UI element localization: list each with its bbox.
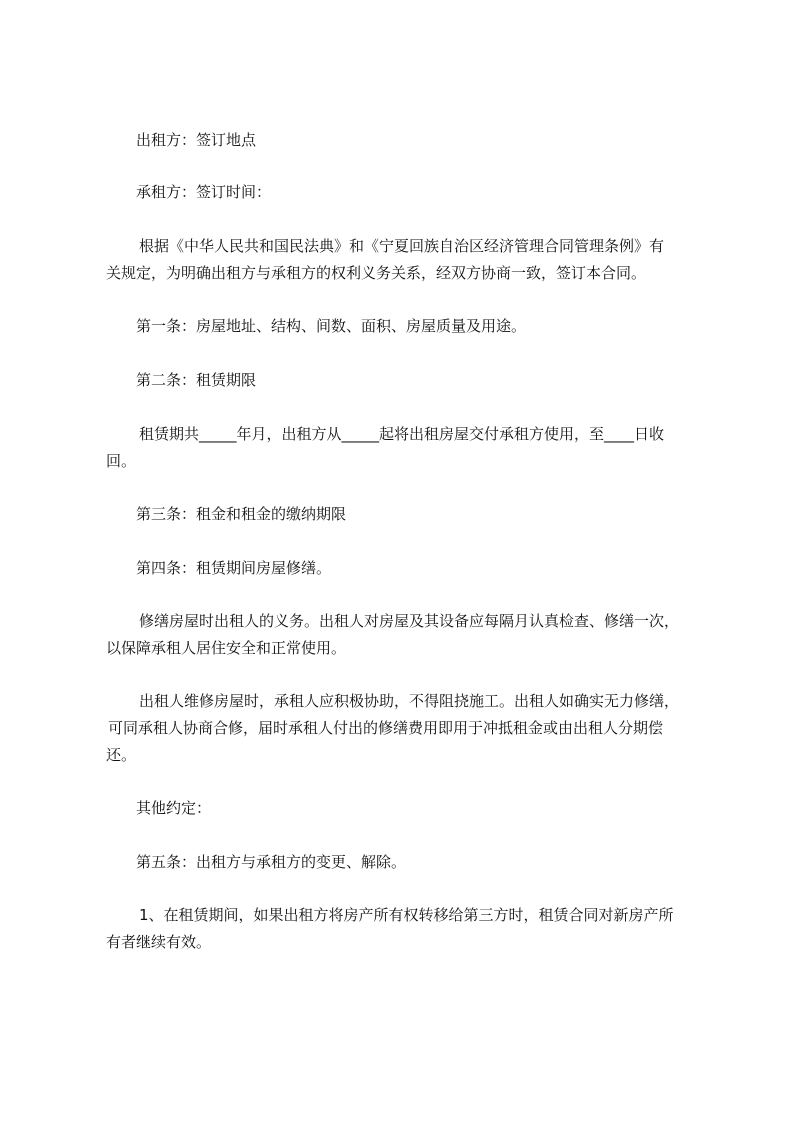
article-5 [106, 849, 714, 876]
lessor-text: 出租方：签订地点 [136, 131, 257, 149]
article-5-text: 第五条：出租方与承租方的变更、解除。 [136, 853, 407, 871]
lessee-line [106, 179, 714, 206]
clause-1 [106, 902, 714, 956]
article-2-text: 第二条：租赁期限 [136, 371, 257, 389]
article-2 [106, 367, 714, 394]
article-3 [106, 501, 714, 528]
article-3-text: 第三条：租金和租金的缴纳期限 [136, 505, 347, 523]
article-4 [106, 555, 714, 582]
article-4-text: 第四条：租赁期间房屋修缮。 [136, 559, 332, 577]
repair-paragraph-1 [106, 608, 714, 662]
repair2-line-3: 还。 [106, 746, 137, 764]
other-terms [106, 795, 714, 822]
other-terms-text: 其他约定： [136, 799, 212, 817]
term-line-2: 回。 [106, 452, 137, 470]
repair1-line-1: 修缮房屋时出租人的义务。出租人对房屋及其设备应每隔月认真检查、修缮一次， [139, 612, 680, 630]
repair2-line-2: 可同承租人协商合修，届时承租人付出的修缮费用即用于冲抵租金或由出租人分期偿 [108, 719, 664, 737]
clause1-line-1: 1、在租赁期间，如果出租方将房产所有权转移给第三方时，租赁合同对新房产所 [139, 906, 674, 924]
clause1-line-2: 有者继续有效。 [106, 933, 212, 951]
intro-line-2: 关规定，为明确出租方与承租方的权利义务关系，经双方协商一致，签订本合同。 [106, 264, 647, 282]
intro-paragraph [106, 233, 714, 287]
lessor-line [106, 127, 714, 154]
repair2-line-1: 出租人维修房屋时，承租人应积极协助，不得阻挠施工。出租人如确实无力修缮， [139, 692, 680, 710]
article-1-text: 第一条：房屋地址、结构、间数、面积、房屋质量及用途。 [136, 317, 527, 335]
repair1-line-2: 以保障承租人居住安全和正常使用。 [106, 639, 347, 657]
lessee-text: 承租方：签订时间： [136, 183, 272, 201]
term-paragraph [106, 421, 714, 475]
repair-paragraph-2 [106, 688, 714, 769]
intro-line-1: 根据《中华人民共和国民法典》和《宁夏回族自治区经济管理合同管理条例》有 [139, 237, 665, 255]
article-1 [106, 313, 714, 340]
term-line-1: 租赁期共_____年月，出租方从_____起将出租房屋交付承租方使用，至____日收 [139, 425, 665, 443]
